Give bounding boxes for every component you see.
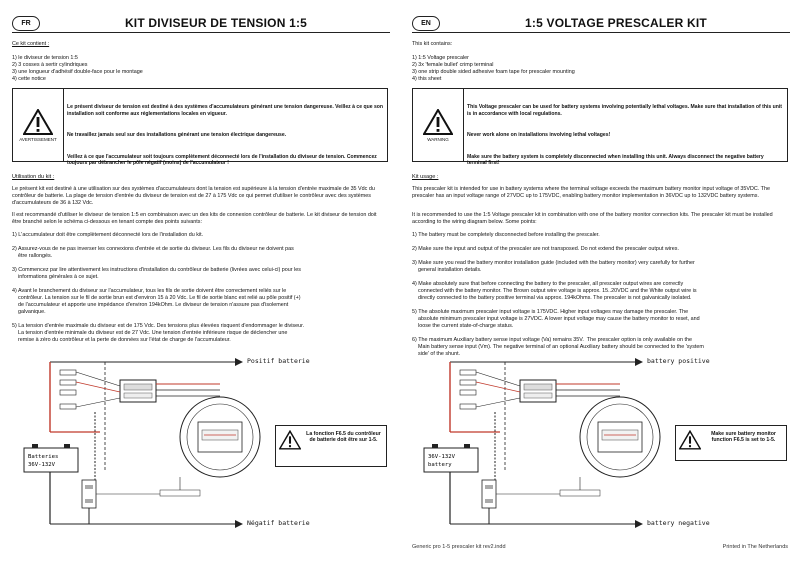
monitor-function-note-en (675, 425, 787, 461)
usage-heading-en: Kit usage : (412, 174, 439, 180)
diagram-negative-label-fr: Négatif batterie (247, 519, 310, 527)
battery-label-line2-fr: 36V-132V (28, 462, 55, 468)
page-en (400, 0, 800, 566)
warning-triangle-icon (279, 430, 301, 450)
usage-paragraph-2-en: It is recommended to use the 1:5 Voltage prescaler kit in combination with one of the battery monitor connection kits. The prescaler kit must be installed according to the wiring diagram below. Some points: (412, 212, 775, 225)
fuse-icon (460, 370, 476, 409)
warning-paragraph-2-fr: Ne travaillez jamais seul sur des installations générant une tension électrique dangereuse. (67, 132, 287, 139)
contents-list-fr: 1) le diviseur de tension 1:5 2) 3 cosses à sertir cylindriques 3) une longueur d'adhésif double-face pour le montage 4) cette notice (12, 55, 143, 82)
language-badge-en: EN (412, 16, 440, 31)
monitor-function-note-text-en: Make sure battery monitor function F6.5 is set to 1-5. (711, 431, 776, 444)
battery-label-line1-fr: Batteries (28, 454, 59, 460)
battery-label-line1-en: 36V-132V (428, 454, 455, 460)
contents-list-en: 1) 1:5 Voltage prescaler 2) 3x 'female bullet' crimp terminal 3) one strip double sided adhesive foam tape for prescaler mounting 4) this sheet (412, 55, 575, 82)
footer-printed-in: Printed in The Netherlands (722, 544, 788, 550)
warning-text-en (467, 92, 784, 182)
page-title-fr: KIT DIVISEUR DE TENSION 1:5 (124, 16, 308, 30)
warning-paragraph-1-fr: Le présent diviseur de tension est destiné à des systèmes d'accumulateurs générant une tension dangereuse. Veillez à ce que son installation soit conforme aux réglementations locales en vigueur. (67, 104, 385, 117)
shunt-icon (82, 480, 96, 508)
warning-icon-cell-fr (13, 89, 64, 161)
battery-monitor-icon (580, 397, 660, 477)
usage-paragraph-2-fr: Il est recommandé d'utiliser le diviseur de tension 1:5 en combinaison avec un des kits de connexion contrôleur de batterie. Le kit diviseur de tension doit être branché selon le schéma ci-dessous en tenant compte des points suivants: (12, 212, 379, 225)
fuse-icon (60, 370, 76, 409)
diagram-positive-label-fr: Positif batterie (247, 357, 310, 365)
warning-text-fr (67, 92, 384, 182)
warning-icon-cell-en (413, 89, 464, 161)
battery-label-line2-en: battery (428, 462, 452, 468)
warning-triangle-icon (679, 430, 701, 450)
battery-monitor-icon (180, 397, 260, 477)
footer-filename: Generic pro 1-5 prescaler kit rev2.indd (412, 544, 506, 550)
warning-caption-fr: AVERTISSEMENT (19, 136, 57, 142)
usage-paragraph-1-en: This prescaler kit is intended for use in battery systems where the terminal voltage exceeds the maximum battery monitor input voltage of 35VDC. The prescaler has an input voltage range of 27VDC up to 175VDC, enabling battery monitor implementation in 36VDC up to 132VDC battery systems. (412, 186, 772, 199)
prescaler-module-icon (520, 380, 556, 402)
contents-heading-fr: Ce kit contient : (12, 41, 50, 47)
language-badge-fr: FR (12, 16, 40, 31)
shunt-icon (482, 480, 496, 508)
usage-heading-fr: Utilisation du kit : (12, 174, 55, 180)
warning-triangle-icon (423, 109, 453, 135)
warning-paragraph-1-en: This Voltage prescaler can be used for battery systems involving potentially lethal voltages. Make sure that installation of this unit is in accordance with local regulations. (467, 104, 784, 117)
header-en (412, 16, 790, 33)
usage-steps-en: 1) The battery must be completely disconnected before installing the prescaler. 2) Make sure the input and output of the prescaler are not transposed. Do not extend the prescaler output wires. 3) Make sure you read the battery monitor installation guide (included with the battery monitor) very carefully for further general installation details. 4) Make absolutely sure that before connecting the battery to the prescaler, all prescaler output wires are correctly connected with the battery monitor. The Brown output wire voltage is approx. 15..20VDC and the White output wire is directly connected to the battery positive terminal via approx. 194kOhms. The prescaler is not galvanically isolated. 5) The absolute maximum prescaler input voltage is 175VDC. Higher input voltages may damage the prescaler. The absolute minimum prescaler input voltage is 27VDC. A lower input voltage may cause the battery monitor to reset, and loose the current state-of-charge status. 6) The maximum Auxiliary battery sense input voltage (Va) remains 35V. The prescaler option is only available on the Main battery sense input (Vm). The negative terminal of an optional Auxiliary battery should be connected to the 'system side' of the shunt. (412, 232, 704, 357)
warning-box-en (412, 88, 788, 167)
diagram-negative-label-en: battery negative (647, 519, 710, 527)
warning-caption-en: WARNING (427, 136, 449, 142)
warning-triangle-icon (23, 109, 53, 135)
warning-paragraph-3-en: Make sure the battery system is completely disconnected when installing this unit. Always disconnect the negative battery terminal first! (467, 153, 766, 167)
warning-box-fr (12, 88, 388, 167)
header-fr (12, 16, 390, 33)
diagram-positive-label-en: battery positive (647, 357, 710, 365)
monitor-function-note-fr (275, 425, 387, 467)
contents-heading-en: This kit contains: (412, 41, 453, 47)
usage-steps-fr: 1) L'accumulateur doit être complètement déconnecté lors de l'installation du kit. 2) Assurez-vous de ne pas inverser les connexions d'entrée et de sortie du diviseur. Les fils du diviseur ne doivent pas être rallongés. 3) Commencez par lire attentivement les instructions d'installation du contrôleur de batterie (livrées avec celui-ci) pour les informations générales à ce sujet. 4) Avant le branchement du diviseur sur l'accumulateur, tous les fils de sortie doivent être correctement reliés sur le contrôleur. La tension sur le fil de sortie brun est d'environ 15 à 20 Vdc. Le fil de sortie blanc est relié au pôle positif (+) de l'accumulateur et apporte une impédance d'environ 194kOhm. Le diviseur de tension n'assure pas d'isolement galvanique. 5) La tension d'entrée maximale du diviseur est de 175 Vdc. Des tensions plus élevées risquent d'endommager le diviseur. La tension d'entrée minimale du diviseur est de 27 Vdc. Une tension d'entrée inférieure risque de déclencher une remise à zéro du contrôleur et la perte de données sur l'état de charge de l'accumulateur. (12, 232, 305, 343)
prescaler-module-icon (120, 380, 156, 402)
monitor-function-note-text-fr: La fonction F6.5 du contrôleur de batterie doit être sur 1-5. (306, 431, 381, 444)
warning-paragraph-3-fr: Veillez à ce que l'accumulateur soit toujours complètement déconnecté lors de l'installation du diviseur de tension. Commencez toujours par débrancher le pôle négatif (moins) de l'accumulateur ! (67, 153, 379, 167)
usage-paragraph-1-fr: Le présent kit est destiné à une utilisation sur des systèmes d'accumulateurs dont la tension est supérieure à la tension d'entrée maximale de 35 Vdc du contrôleur de batterie. La plage de tension d'entrée du diviseur de tension est de 27 à 175 Vdc ce qui permet d'utiliser le contrôleur avec des systèmes d'accumulateurs de 36 à 132 Vdc. (12, 186, 377, 206)
page-title-en: 1:5 VOLTAGE PRESCALER KIT (525, 16, 707, 30)
warning-paragraph-2-en: Never work alone on installations involving lethal voltages! (467, 132, 611, 139)
